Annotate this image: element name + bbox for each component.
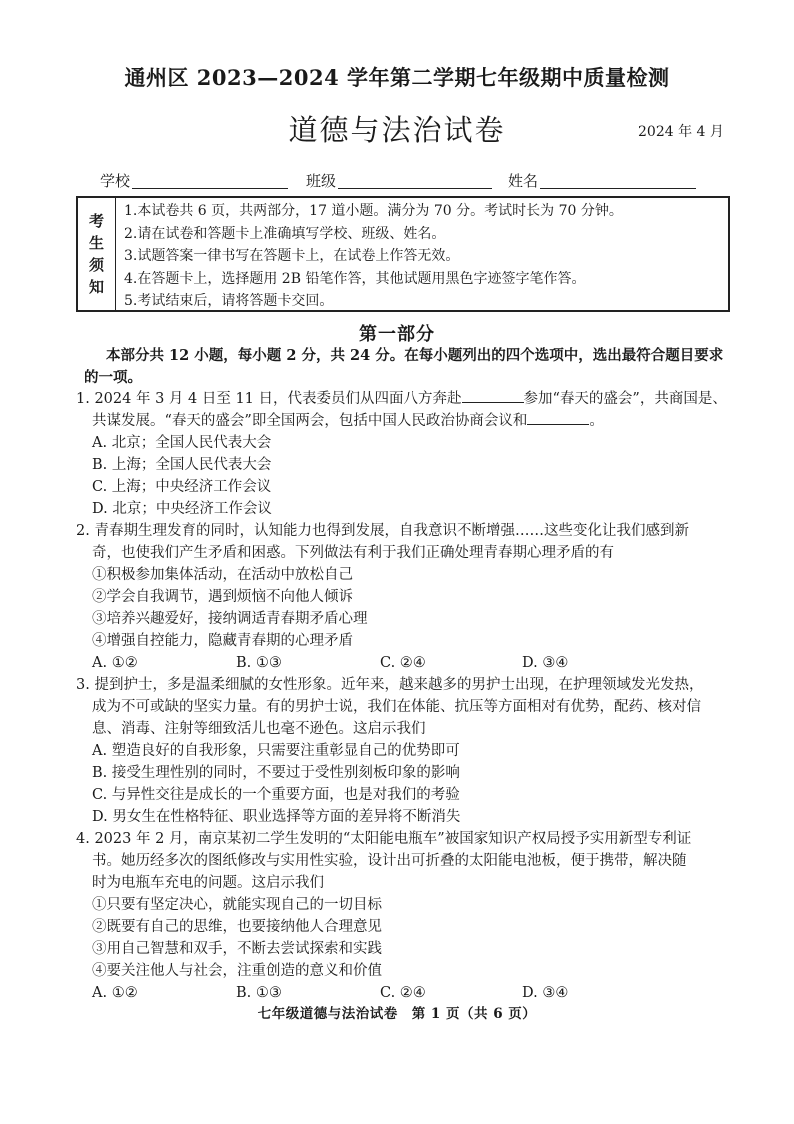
question-1-line (76, 388, 727, 410)
question-4-option: D. ③④ (522, 985, 569, 1001)
question-3-stem: 成为不可或缺的坚实力量。有的男护士说，我们在体能、抗压等方面相对有优势，配药、核对信 (92, 699, 701, 715)
question-1-text: 。 (589, 413, 604, 429)
question-1-option: B. 上海；全国人民代表大会 (92, 457, 272, 473)
name-label: 姓名 (508, 172, 539, 190)
notice-items (124, 200, 724, 313)
question-3-stem: 息、消毒、注射等细致活儿也毫不逊色。这启示我们 (92, 721, 426, 737)
question-1-text: 共谋发展。“春天的盛会”即全国两会，包括中国人民政治协商会议和 (92, 413, 528, 429)
exam-title: 通州区 2023—2024 学年第二学期七年级期中质量检测 (124, 65, 670, 90)
answer-blank (462, 388, 524, 403)
answer-blank (527, 410, 589, 425)
question-1-text: 参加“春天的盛会”，共商国是、 (523, 391, 727, 407)
question-4-option: B. ①③ (236, 985, 282, 1001)
question-1-text: 1. 2024 年 3 月 4 日至 11 日，代表委员们从四面八方奔赴 (76, 391, 462, 407)
notice-label-char: 生 (88, 234, 104, 252)
name-field[interactable] (540, 188, 696, 189)
part-one-title: 第一部分 (359, 324, 435, 345)
student-info-row (0, 170, 794, 194)
question-2-option: B. ①③ (236, 655, 282, 671)
notice-item: 2.请在试卷和答题卡上准确填写学校、班级、姓名。 (124, 225, 446, 242)
question-3-option: C. 与异性交往是成长的一个重要方面，也是对我们的考验 (92, 787, 460, 803)
question-2-option: D. ③④ (522, 655, 569, 671)
class-label: 班级 (306, 172, 337, 190)
question-4-stem: 时为电瓶车充电的问题。这启示我们 (92, 875, 324, 891)
question-1-option: A. 北京；全国人民代表大会 (92, 435, 272, 451)
question-4-stem: 书。她历经多次的图纸修改与实用性实验，设计出可折叠的太阳能电池板，便于携带，解决随 (92, 853, 687, 869)
question-2-option: C. ②④ (380, 655, 426, 671)
question-4-statement: ②既要有自己的思维，也要接纳他人合理意见 (92, 919, 382, 935)
notice-item: 5.考试结束后，请将答题卡交回。 (124, 293, 334, 309)
question-1-line (92, 410, 604, 432)
school-label: 学校 (100, 172, 131, 190)
question-2-statement: ②学会自我调节，遇到烦恼不向他人倾诉 (92, 589, 353, 605)
school-field[interactable] (132, 188, 288, 189)
notice-item: 4.在答题卡上，选择题用 2B 铅笔作答，其他试题用黑色字迹签字笔作答。 (124, 270, 586, 287)
question-4-option: A. ①② (92, 985, 138, 1001)
notice-label (78, 198, 116, 310)
question-1-option: D. 北京；中央经济工作会议 (92, 501, 272, 517)
notice-label-char: 考 (88, 212, 104, 230)
notice-item: 1.本试卷共 6 页，共两部分，17 道小题。满分为 70 分。考试时长为 70 分钟。 (124, 203, 623, 219)
question-3-option: B. 接受生理性别的同时，不要过于受性别刻板印象的影响 (92, 765, 460, 781)
exam-date: 2024 年 4 月 (638, 124, 724, 140)
question-4-statement: ④要关注他人与社会，注重创造的意义和价值 (92, 963, 382, 979)
question-3-stem: 3. 提到护士，多是温柔细腻的女性形象。近年来，越来越多的男护士出现，在护理领域发光发热， (76, 677, 704, 693)
part-one-instructions: 本部分共 12 小题，每小题 2 分，共 24 分。在每小题列出的四个选项中，选出最符合题目要求的一项。 (84, 347, 724, 386)
question-3-option: D. 男女生在性格特征、职业选择等方面的差异将不断消失 (92, 809, 461, 825)
question-3-option: A. 塑造良好的自我形象，只需要注重彰显自己的优势即可 (92, 743, 460, 759)
notice-label-char: 知 (88, 278, 104, 296)
class-field[interactable] (338, 188, 492, 189)
exam-notice-box (76, 196, 730, 312)
question-1-option: C. 上海；中央经济工作会议 (92, 479, 272, 495)
question-2-option: A. ①② (92, 655, 138, 671)
question-2-statement: ③培养兴趣爱好，接纳调适青春期矛盾心理 (92, 611, 368, 627)
question-2-stem: 奇，也使我们产生矛盾和困惑。下列做法有利于我们正确处理青春期心理矛盾的有 (92, 545, 614, 561)
question-4-statement: ③用自己智慧和双手，不断去尝试探索和实践 (92, 941, 382, 957)
question-2-stem: 2. 青春期生理发育的同时，认知能力也得到发展，自我意识不断增强……这些变化让我们感到新 (76, 523, 689, 539)
page-footer: 七年级道德与法治试卷 第 1 页（共 6 页） (257, 1006, 537, 1022)
subject-title: 道德与法治试卷 (288, 113, 506, 147)
question-4-statement: ①只要有坚定决心，就能实现自己的一切目标 (92, 897, 382, 913)
question-2-statement: ④增强自控能力，隐藏青春期的心理矛盾 (92, 633, 353, 649)
notice-label-char: 须 (88, 256, 104, 274)
question-4-option: C. ②④ (380, 985, 426, 1001)
question-2-statement: ①积极参加集体活动，在活动中放松自己 (92, 567, 353, 583)
question-4-stem: 4. 2023 年 2 月，南京某初二学生发明的“太阳能电瓶车”被国家知识产权局授予实用新型专利证 (76, 831, 692, 847)
notice-item: 3.试题答案一律书写在答题卡上，在试卷上作答无效。 (124, 248, 460, 264)
